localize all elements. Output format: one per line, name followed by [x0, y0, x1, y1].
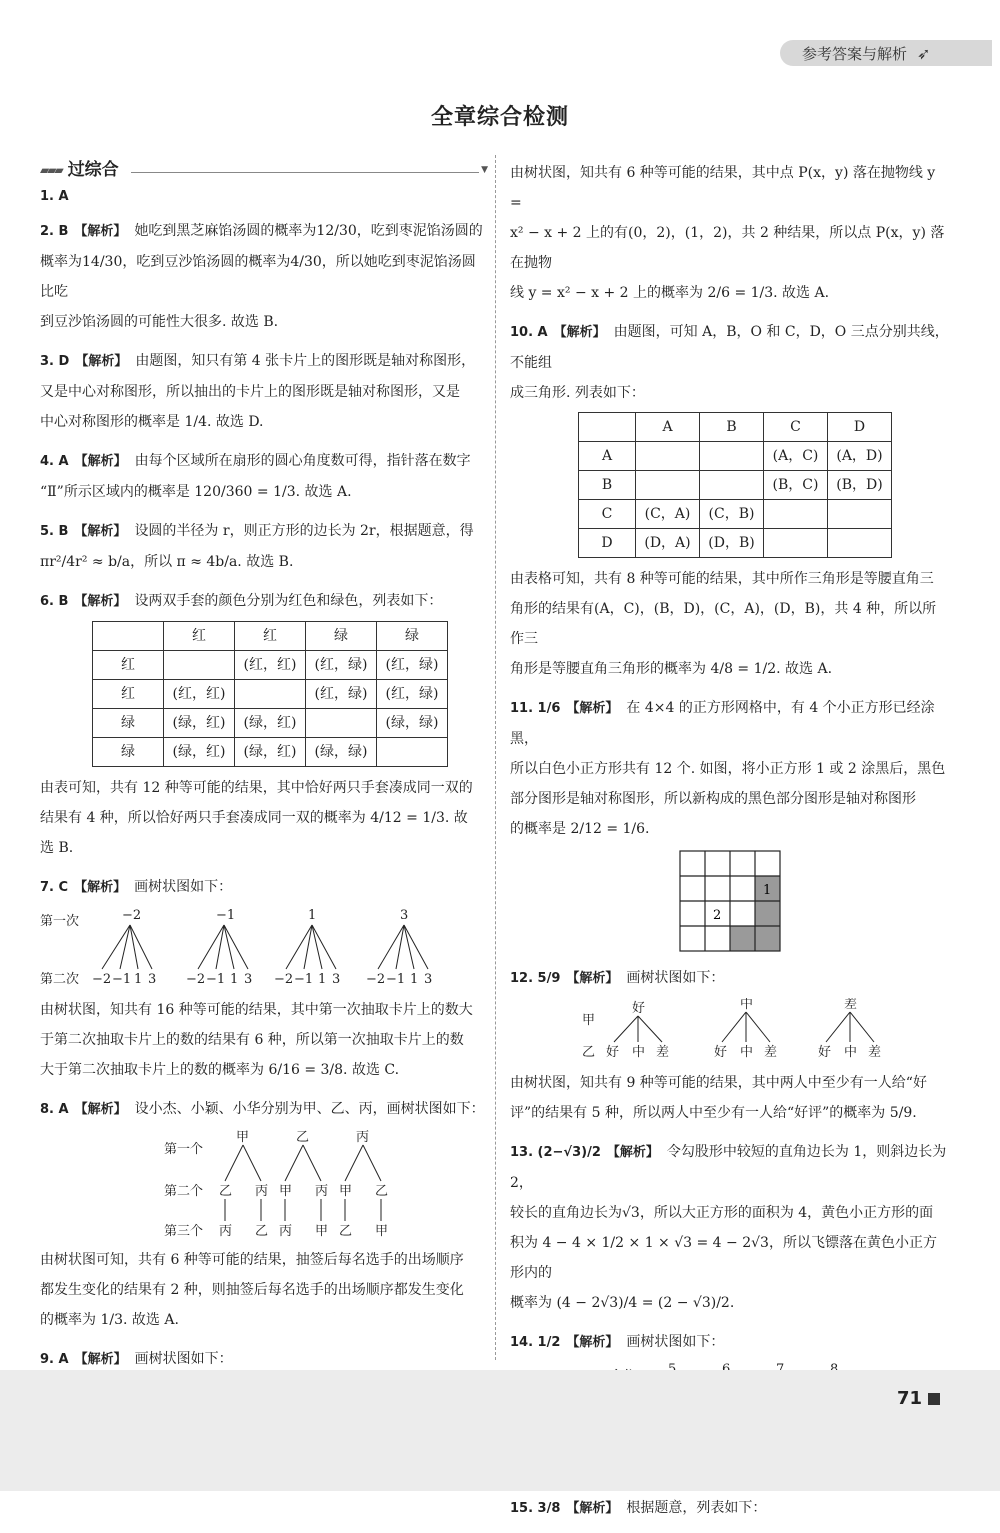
question-10	[510, 317, 950, 684]
tree-node: 乙	[375, 1184, 389, 1199]
table-cell: (A，D)	[828, 442, 892, 471]
tree-leaf: −2	[274, 972, 294, 987]
table-cell: (红，绿)	[306, 651, 377, 680]
answer-line: 在 4×4 的正方形网格中，有 4 个小正方形已经涂黑，	[510, 700, 935, 747]
analysis-tag: 【解析】	[553, 325, 606, 340]
analysis-tag: 【解析】	[566, 971, 619, 986]
question-number: 14. 1/2	[510, 1335, 561, 1350]
question-12	[510, 963, 950, 1128]
left-column	[40, 160, 488, 1444]
table-cell	[764, 529, 828, 558]
question-4	[40, 446, 488, 507]
tree-leaf: 3	[148, 972, 157, 987]
table-cell	[700, 442, 764, 471]
tree-row-label: 甲	[582, 1013, 596, 1028]
table-cell: (D，B)	[700, 529, 764, 558]
tree-leaf: 3	[424, 972, 433, 987]
question-2	[40, 216, 488, 337]
tree-node: −1	[216, 908, 236, 923]
table-header-cell: 绿	[377, 622, 448, 651]
grid-label: 1	[763, 883, 772, 898]
analysis-tag: 【解析】	[74, 1102, 127, 1117]
tree-node: 甲	[339, 1184, 353, 1199]
answer-line: 她吃到黑芝麻馅汤圆的概率为12/30，吃到枣泥馅汤圆的	[134, 223, 483, 239]
table-cell	[700, 471, 764, 500]
question-5	[40, 516, 488, 577]
table-row	[93, 651, 448, 680]
table-cell: A	[579, 442, 636, 471]
section-heading	[40, 160, 488, 180]
question-13	[510, 1137, 950, 1318]
table-cell	[828, 529, 892, 558]
answer-line: 选 B.	[40, 840, 74, 856]
tree-branches	[225, 1145, 381, 1221]
table-row	[579, 529, 892, 558]
table-row	[579, 471, 892, 500]
answer-line: 中心对称图形的概率是 1/4. 故选 D.	[40, 414, 264, 430]
tree-node: 3	[400, 908, 409, 923]
answer-line: 结果有 4 种，所以恰好两只手套凑成同一双的概率为 4/12 = 1/3. 故	[40, 810, 468, 826]
tree-leaf: 丙	[219, 1224, 233, 1239]
table-cell: 绿	[93, 738, 164, 767]
table-cell: (红，绿)	[377, 680, 448, 709]
tree-node: 丙	[356, 1130, 370, 1145]
table-cell	[235, 680, 306, 709]
tree-diagram-q8	[40, 1129, 480, 1239]
table-cell: 绿	[93, 709, 164, 738]
table-cell: (绿，绿)	[377, 709, 448, 738]
question-number: 8. A	[40, 1102, 69, 1117]
answer-line: 的概率是 2/12 = 1/6.	[510, 821, 650, 837]
tree-leaf: 1	[230, 972, 239, 987]
grid-figure	[510, 848, 950, 954]
table-header-cell: D	[828, 413, 892, 442]
table-cell: (绿，红)	[164, 738, 235, 767]
tree-diagram-q7	[40, 907, 480, 989]
table-cell: (C，A)	[636, 500, 700, 529]
tree-leaf: 甲	[315, 1224, 329, 1239]
table-header-cell	[93, 622, 164, 651]
table-cell: (红，红)	[235, 651, 306, 680]
answer-line: 较长的直角边长为√3，所以大正方形的面积为 4，黄色小正方形的面	[510, 1205, 934, 1221]
tree-row-label: 第一次	[40, 914, 80, 929]
tree-leaf: −2	[92, 972, 112, 987]
table-cell: D	[579, 529, 636, 558]
table-header-cell: 绿	[306, 622, 377, 651]
answer-line: 所以白色小正方形共有 12 个. 如图，将小正方形 1 或 2 涂黑后，黑色	[510, 761, 946, 777]
section-label: 过综合	[67, 160, 119, 180]
answer-line: 由题图，可知 A，B，O 和 C，D，O 三点分别共线，不能组	[510, 324, 949, 371]
shaded-square	[755, 926, 780, 951]
table-row	[579, 442, 892, 471]
answer-line: 由题图，知只有第 4 张卡片上的图形既是轴对称图形，	[135, 353, 476, 369]
tree-leaf: −1	[112, 972, 132, 987]
answer-line: 的概率为 1/3. 故选 A.	[40, 1312, 179, 1328]
analysis-tag: 【解析】	[74, 594, 127, 609]
tree-node: 中	[740, 998, 754, 1012]
table-cell: (红，红)	[164, 680, 235, 709]
header-tab-label: 参考答案与解析	[802, 44, 908, 63]
tree-leaf: 甲	[375, 1224, 389, 1239]
answer-line: 部分图形是轴对称图形，所以新构成的黑色部分图形是轴对称图形	[510, 791, 916, 807]
answer-line: 由树状图，知共有 16 种等可能的结果，其中第一次抽取卡片上的数大	[40, 1002, 473, 1018]
tree-leaf: 乙	[339, 1224, 353, 1239]
table-cell: (绿，绿)	[306, 738, 377, 767]
tree-row-label: 第二个	[164, 1184, 204, 1199]
analysis-tag: 【解析】	[74, 454, 127, 469]
table-cell: (绿，红)	[235, 709, 306, 738]
table-cell: (A，C)	[764, 442, 828, 471]
table-row	[579, 500, 892, 529]
answer-line: 由表格可知，共有 8 种等可能的结果，其中所作三角形是等腰直角三	[510, 571, 934, 587]
tree-leaf: 丙	[279, 1224, 293, 1239]
table-cell	[377, 738, 448, 767]
question-number: 12. 5/9	[510, 971, 561, 986]
answer-line: 角形的结果有(A，C)，(B，D)，(C，A)，(D，B)，共 4 种，所以所作三	[510, 601, 937, 647]
tree-leaf: 中	[632, 1045, 646, 1060]
question-15	[510, 1493, 950, 1524]
page-title: 全章综合检测	[430, 105, 569, 130]
tree-leaf: 差	[656, 1045, 670, 1060]
section-rule	[131, 172, 479, 173]
answer-line: 成三角形. 列表如下：	[510, 385, 645, 401]
table-cell: (C，B)	[700, 500, 764, 529]
tree-leaf: 1	[410, 972, 419, 987]
tree-node: 差	[844, 998, 858, 1012]
tree-leaf: −2	[186, 972, 206, 987]
tree-leaf: 差	[764, 1045, 778, 1060]
tree-node: 丙	[315, 1184, 329, 1199]
table-cell: (红，绿)	[377, 651, 448, 680]
question-number: 3. D	[40, 354, 70, 369]
answer-line: x² − x + 2 上的有(0，2)，(1，2)，共 2 种结果，所以点 P(x，y) 落在抛物	[510, 225, 945, 271]
column-divider	[495, 155, 496, 1360]
table-header-cell: B	[700, 413, 764, 442]
table-cell	[828, 500, 892, 529]
table-header-cell	[579, 413, 636, 442]
analysis-tag: 【解析】	[74, 1352, 127, 1367]
tree-node: 乙	[296, 1130, 310, 1145]
table-cell	[636, 442, 700, 471]
triangle-icon: ▼	[481, 165, 488, 175]
table-cell: (D，A)	[636, 529, 700, 558]
tree-row-label: 乙	[582, 1045, 596, 1060]
shaded-square	[755, 901, 780, 926]
answer-line: “Ⅱ”所示区域内的概率是 120/360 = 1/3. 故选 A.	[40, 484, 352, 500]
tree-leaf: 乙	[255, 1224, 269, 1239]
question-7	[40, 872, 488, 1085]
answer-line: 画树状图如下：	[626, 1334, 725, 1350]
tree-leaf: 1	[318, 972, 327, 987]
table-header-cell: A	[636, 413, 700, 442]
question-number: 10. A	[510, 325, 548, 340]
analysis-tag: 【解析】	[606, 1145, 659, 1160]
right-column	[510, 158, 950, 1533]
table-row	[93, 709, 448, 738]
footer-band	[0, 1370, 1000, 1491]
question-number: 6. B	[40, 594, 69, 609]
question-number: 11. 1/6	[510, 701, 561, 716]
tree-node: −2	[122, 908, 142, 923]
answer-line: 设圆的半径为 r，则正方形的边长为 2r，根据题意，得	[134, 523, 474, 539]
answer-line: 由每个区域所在扇形的圆心角度数可得，指针落在数字	[134, 453, 471, 469]
table-cell: (红，绿)	[306, 680, 377, 709]
answer-line: 又是中心对称图形，所以抽出的卡片上的图形既是轴对称图形，又是	[40, 384, 460, 400]
analysis-tag: 【解析】	[74, 880, 127, 895]
answer-line: 都发生变化的结果有 2 种，则抽签后每名选手的出场顺序都发生变化	[40, 1282, 464, 1298]
answer-line: 设小杰、小颖、小华分别为甲、乙、丙，画树状图如下：	[134, 1101, 485, 1117]
analysis-tag: 【解析】	[74, 524, 127, 539]
table-header-cell: 红	[235, 622, 306, 651]
answer-line: 画树状图如下：	[134, 1351, 233, 1367]
tree-node: 乙	[219, 1184, 233, 1199]
page-marker-icon	[928, 1393, 940, 1405]
page-number: 71	[896, 1388, 922, 1409]
table-row	[93, 738, 448, 767]
section-mark-icon: ▰▰▰	[40, 163, 62, 177]
answer-line: 画树状图如下：	[626, 970, 725, 986]
answer-line: 设两双手套的颜色分别为红色和绿色，列表如下：	[134, 593, 443, 609]
tree-node: 丙	[255, 1184, 269, 1199]
answer-line: πr²/4r² ≈ b/a，所以 π ≈ 4b/a. 故选 B.	[40, 554, 294, 570]
table-cell: 红	[93, 651, 164, 680]
tree-leaf: 中	[740, 1045, 754, 1060]
tree-leaf: 3	[244, 972, 253, 987]
question-number: 4. A	[40, 454, 69, 469]
triangle-table	[578, 412, 892, 558]
question-number: 5. B	[40, 524, 69, 539]
tree-leaf: 1	[134, 972, 143, 987]
tree-row-label: 第三个	[164, 1224, 204, 1239]
shaded-square	[730, 926, 755, 951]
tree-leaf: 差	[868, 1045, 882, 1060]
question-8	[40, 1094, 488, 1335]
table-cell	[764, 500, 828, 529]
answer-line: 于第二次抽取卡片上的数的结果有 6 种，所以第一次抽取卡片上的数	[40, 1032, 464, 1048]
answer-line: 概率为14/30，吃到豆沙馅汤圆的概率为4/30，所以她吃到枣泥馅汤圆比吃	[40, 254, 476, 300]
answer-line: 由表可知，共有 12 种等可能的结果，其中恰好两只手套凑成同一双的	[40, 780, 473, 796]
analysis-tag: 【解析】	[566, 1335, 619, 1350]
analysis-tag: 【解析】	[74, 224, 127, 239]
question-1	[40, 186, 488, 207]
tree-row-label: 第二次	[40, 972, 80, 987]
tree-leaf: 好	[714, 1045, 728, 1060]
header-tab	[780, 40, 992, 66]
tree-row-label: 第一个	[164, 1142, 204, 1157]
answer-line: 角形是等腰直角三角形的概率为 4/8 = 1/2. 故选 A.	[510, 661, 833, 677]
tree-node: 甲	[279, 1184, 293, 1199]
glove-table	[92, 621, 448, 767]
table-cell: 红	[93, 680, 164, 709]
analysis-tag: 【解析】	[566, 1501, 619, 1516]
answer-line: 由树状图，知共有 6 种等可能的结果，其中点 P(x，y) 落在抛物线 y =	[510, 165, 936, 211]
table-cell: C	[579, 500, 636, 529]
question-number: 13. (2−√3)/2	[510, 1145, 601, 1160]
tree-leaf: 好	[818, 1045, 832, 1060]
answer-line: 令勾股形中较短的直角边长为 1，则斜边长为 2，	[510, 1144, 947, 1191]
tree-leaf: −2	[366, 972, 386, 987]
question-number: 2. B	[40, 224, 69, 239]
question-6	[40, 586, 488, 863]
answer-line: 概率为 (4 − 2√3)/4 = (2 − √3)/2.	[510, 1295, 735, 1311]
tree-branches	[614, 1012, 874, 1042]
answer-line: 大于第二次抽取卡片上的数的概率为 6/16 = 3/8. 故选 C.	[40, 1062, 400, 1078]
tree-leaf: −1	[206, 972, 226, 987]
tree-node: 好	[632, 1001, 646, 1016]
question-number: 15. 3/8	[510, 1501, 561, 1516]
table-cell	[636, 471, 700, 500]
question-number: 7. C	[40, 880, 69, 895]
tree-leaf: 3	[332, 972, 341, 987]
table-row	[93, 680, 448, 709]
tree-leaf: 中	[844, 1045, 858, 1060]
question-9-continued	[510, 158, 950, 308]
table-cell: (绿，红)	[235, 738, 306, 767]
answer-line: 积为 4 − 4 × 1/2 × 1 × √3 = 4 − 2√3，所以飞镖落在黄色小正方形内的	[510, 1235, 937, 1281]
tree-diagram-q12	[510, 998, 950, 1062]
tree-branches	[102, 925, 428, 969]
tree-leaf: 好	[606, 1045, 620, 1060]
rocket-icon: ➶	[917, 43, 931, 63]
table-cell	[306, 709, 377, 738]
question-number: 1. A	[40, 189, 69, 204]
analysis-tag: 【解析】	[75, 354, 128, 369]
table-header-cell: 红	[164, 622, 235, 651]
grid-label: 2	[713, 908, 722, 923]
question-11	[510, 693, 950, 954]
analysis-tag: 【解析】	[566, 701, 619, 716]
answer-line: 由树状图可知，共有 6 种等可能的结果，抽签后每名选手的出场顺序	[40, 1252, 464, 1268]
table-cell: (绿，红)	[164, 709, 235, 738]
table-cell: B	[579, 471, 636, 500]
tree-leaf: −1	[386, 972, 406, 987]
question-3	[40, 346, 488, 437]
answer-line: 由树状图，知共有 9 种等可能的结果，其中两人中至少有一人给“好	[510, 1075, 927, 1091]
tree-leaf: −1	[294, 972, 314, 987]
answer-line: 根据题意，列表如下：	[626, 1500, 767, 1516]
answer-line: 线 y = x² − x + 2 上的概率为 2/6 = 1/3. 故选 A.	[510, 285, 830, 301]
tree-node: 1	[308, 908, 317, 923]
answer-line: 评”的结果有 5 种，所以两人中至少有一人给“好评”的概率为 5/9.	[510, 1105, 917, 1121]
table-header-cell: C	[764, 413, 828, 442]
question-number: 9. A	[40, 1352, 69, 1367]
answer-line: 画树状图如下：	[134, 879, 233, 895]
table-cell: (B，C)	[764, 471, 828, 500]
answer-line: 到豆沙馅汤圆的可能性大很多. 故选 B.	[40, 314, 279, 330]
table-cell	[164, 651, 235, 680]
tree-node: 甲	[236, 1130, 250, 1145]
table-cell: (B，D)	[828, 471, 892, 500]
